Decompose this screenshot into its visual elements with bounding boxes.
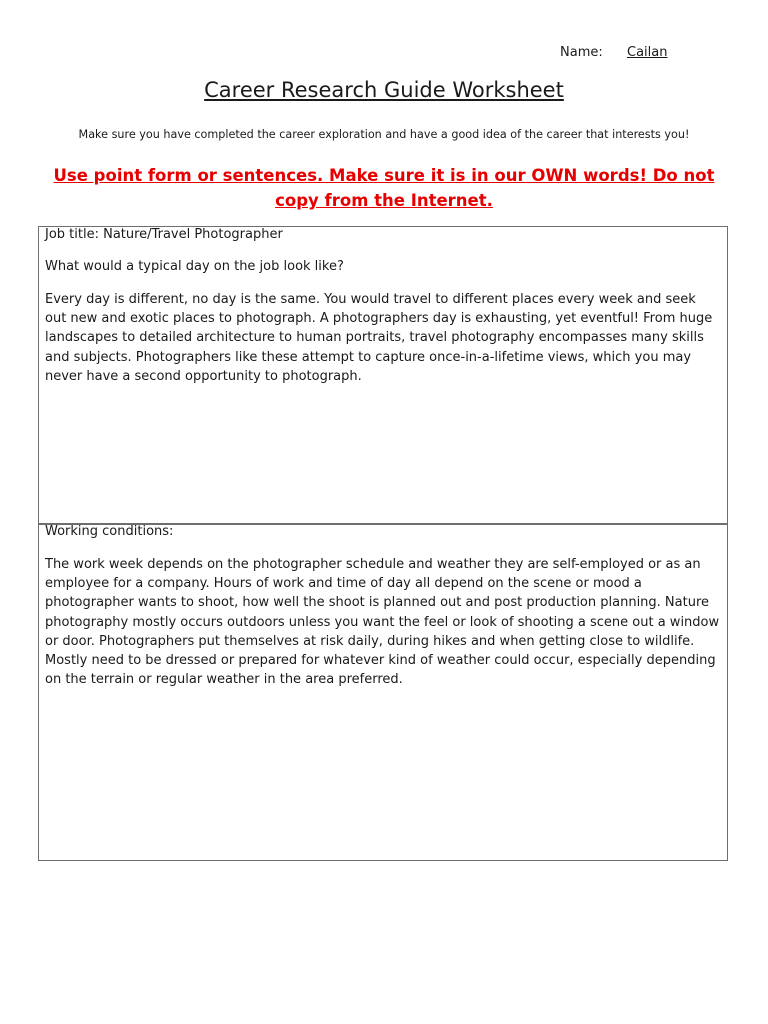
typical-day-question: What would a typical day on the job look like?: [45, 259, 344, 274]
intro-text: Make sure you have completed the career exploration and have a good idea of the career that interests you!: [78, 128, 690, 141]
page-title: Career Research Guide Worksheet: [204, 78, 564, 102]
job-title: Job title: Nature/Travel Photographer: [45, 227, 283, 242]
working-conditions-heading: Working conditions:: [45, 524, 174, 539]
typical-day-box: [38, 226, 728, 525]
working-conditions-answer: The work week depends on the photographer schedule and weather they are self-employed or as an employee for a company. Hours of work and time of day all depend on the scene or mood a photographer wants to shoot, how well the shoot is planned out and post production planning. Nature photography mostly occurs outdoors unless you want the feel or look of shooting a scene out a window or door. Photographers put themselves at risk daily, during hikes and when getting close to wildlife. Mostly need to be dressed or prepared for whatever kind of weather could occur, especially depending on the terrain or regular weather in the area preferred.: [45, 557, 720, 688]
working-conditions-box: [38, 523, 728, 861]
typical-day-answer: Every day is different, no day is the same. You would travel to different places every week and seek out new and exotic places to photograph. A photographers day is exhausting, yet eventful! From huge landscapes to detailed architecture to human portraits, travel photography encompasses many skills and subjects. Photographers like these attempt to capture once-in-a-lifetime views, which you may never have a second opportunity to photograph.: [45, 292, 713, 384]
name-line: [560, 45, 667, 60]
name-label: Name:: [560, 45, 603, 60]
instruction-text: Use point form or sentences. Make sure it is in our OWN words! Do not copy from the Internet.: [53, 166, 715, 210]
name-value: Cailan: [627, 45, 668, 60]
